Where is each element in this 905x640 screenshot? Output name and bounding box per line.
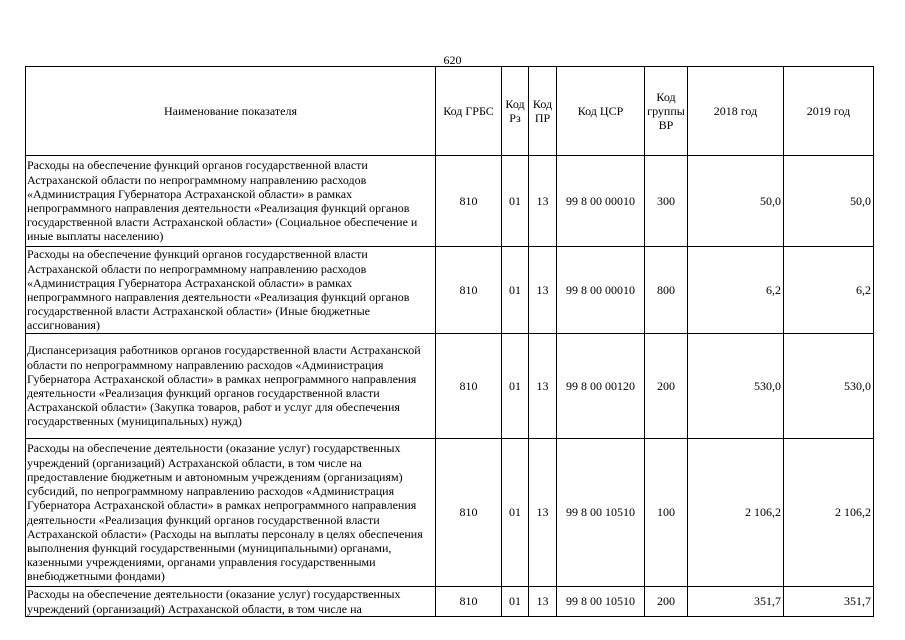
header-pr: Код ПР bbox=[529, 67, 557, 156]
row-2018: 50,0 bbox=[688, 156, 784, 247]
row-name: Расходы на обеспечение функций органов государственной власти Астраханской области по непрограммному направлению расходов «Администрация Губернатора Астраханской области» в рамках непрограммного направления деятельности «Реализация функций органов государственной власти Астраханской области» (Социальное обеспечение и иные выплаты населению) bbox=[26, 156, 436, 247]
row-2018: 530,0 bbox=[688, 334, 784, 439]
row-2019: 2 106,2 bbox=[784, 439, 874, 587]
table-header-row bbox=[26, 67, 874, 156]
header-grbs: Код ГРБС bbox=[436, 67, 502, 156]
header-vr: Код группы ВР bbox=[645, 67, 688, 156]
header-rz: Код Рз bbox=[502, 67, 529, 156]
row-grbs: 810 bbox=[436, 439, 502, 587]
row-2018: 2 106,2 bbox=[688, 439, 784, 587]
row-rz: 01 bbox=[502, 334, 529, 439]
row-pr: 13 bbox=[529, 156, 557, 247]
row-csr: 99 8 00 00010 bbox=[557, 247, 645, 334]
row-2018: 351,7 bbox=[688, 587, 784, 617]
row-grbs: 810 bbox=[436, 334, 502, 439]
table-row bbox=[26, 439, 874, 587]
row-pr: 13 bbox=[529, 334, 557, 439]
row-vr: 200 bbox=[645, 587, 688, 617]
row-grbs: 810 bbox=[436, 156, 502, 247]
table-row bbox=[26, 587, 874, 617]
header-name: Наименование показателя bbox=[26, 67, 436, 156]
table-row bbox=[26, 334, 874, 439]
row-csr: 99 8 00 10510 bbox=[557, 587, 645, 617]
row-pr: 13 bbox=[529, 587, 557, 617]
row-name: Расходы на обеспечение деятельности (оказание услуг) государственных учреждений (организаций) Астраханской области, в том числе на предоставление бюджетным и автономным учреждениям (организациям) субсидий, по непрограммному направлению расходов «Администрация Губернатора Астраханской области» в рамках непрограммного направления деятельности «Реализация функций органов государственной власти Астраханской области» (Расходы на выплаты персоналу в целях обеспечения выполнения функций государственными (муниципальными) органами, казенными учреждениями, органами управления государственными внебюджетными фондами) bbox=[26, 439, 436, 587]
header-2019: 2019 год bbox=[784, 67, 874, 156]
row-name: Диспансеризация работников органов государственной власти Астраханской области по непрограммному направлению расходов «Администрация Губернатора Астраханской области» в рамках непрограммного направления деятельности «Реализация функций органов государственной власти Астраханской области» (Закупка товаров, работ и услуг для обеспечения государственных (муниципальных) нужд) bbox=[26, 334, 436, 439]
row-rz: 01 bbox=[502, 247, 529, 334]
row-vr: 200 bbox=[645, 334, 688, 439]
row-rz: 01 bbox=[502, 156, 529, 247]
row-2019: 530,0 bbox=[784, 334, 874, 439]
row-rz: 01 bbox=[502, 587, 529, 617]
row-2019: 50,0 bbox=[784, 156, 874, 247]
page-number: 620 bbox=[443, 53, 462, 67]
row-2019: 351,7 bbox=[784, 587, 874, 617]
row-grbs: 810 bbox=[436, 587, 502, 617]
table-row bbox=[26, 156, 874, 247]
row-csr: 99 8 00 10510 bbox=[557, 439, 645, 587]
row-grbs: 810 bbox=[436, 247, 502, 334]
table-row bbox=[26, 247, 874, 334]
row-2019: 6,2 bbox=[784, 247, 874, 334]
row-name: Расходы на обеспечение деятельности (оказание услуг) государственных учреждений (организаций) Астраханской области, в том числе на bbox=[26, 587, 436, 617]
row-vr: 300 bbox=[645, 156, 688, 247]
row-2018: 6,2 bbox=[688, 247, 784, 334]
row-pr: 13 bbox=[529, 247, 557, 334]
header-2018: 2018 год bbox=[688, 67, 784, 156]
row-csr: 99 8 00 00010 bbox=[557, 156, 645, 247]
row-rz: 01 bbox=[502, 439, 529, 587]
row-pr: 13 bbox=[529, 439, 557, 587]
budget-table bbox=[25, 66, 874, 617]
header-csr: Код ЦСР bbox=[557, 67, 645, 156]
row-name: Расходы на обеспечение функций органов государственной власти Астраханской области по непрограммному направлению расходов «Администрация Губернатора Астраханской области» в рамках непрограммного направления деятельности «Реализация функций органов государственной власти Астраханской области» (Иные бюджетные ассигнования) bbox=[26, 247, 436, 334]
row-vr: 100 bbox=[645, 439, 688, 587]
row-csr: 99 8 00 00120 bbox=[557, 334, 645, 439]
row-vr: 800 bbox=[645, 247, 688, 334]
